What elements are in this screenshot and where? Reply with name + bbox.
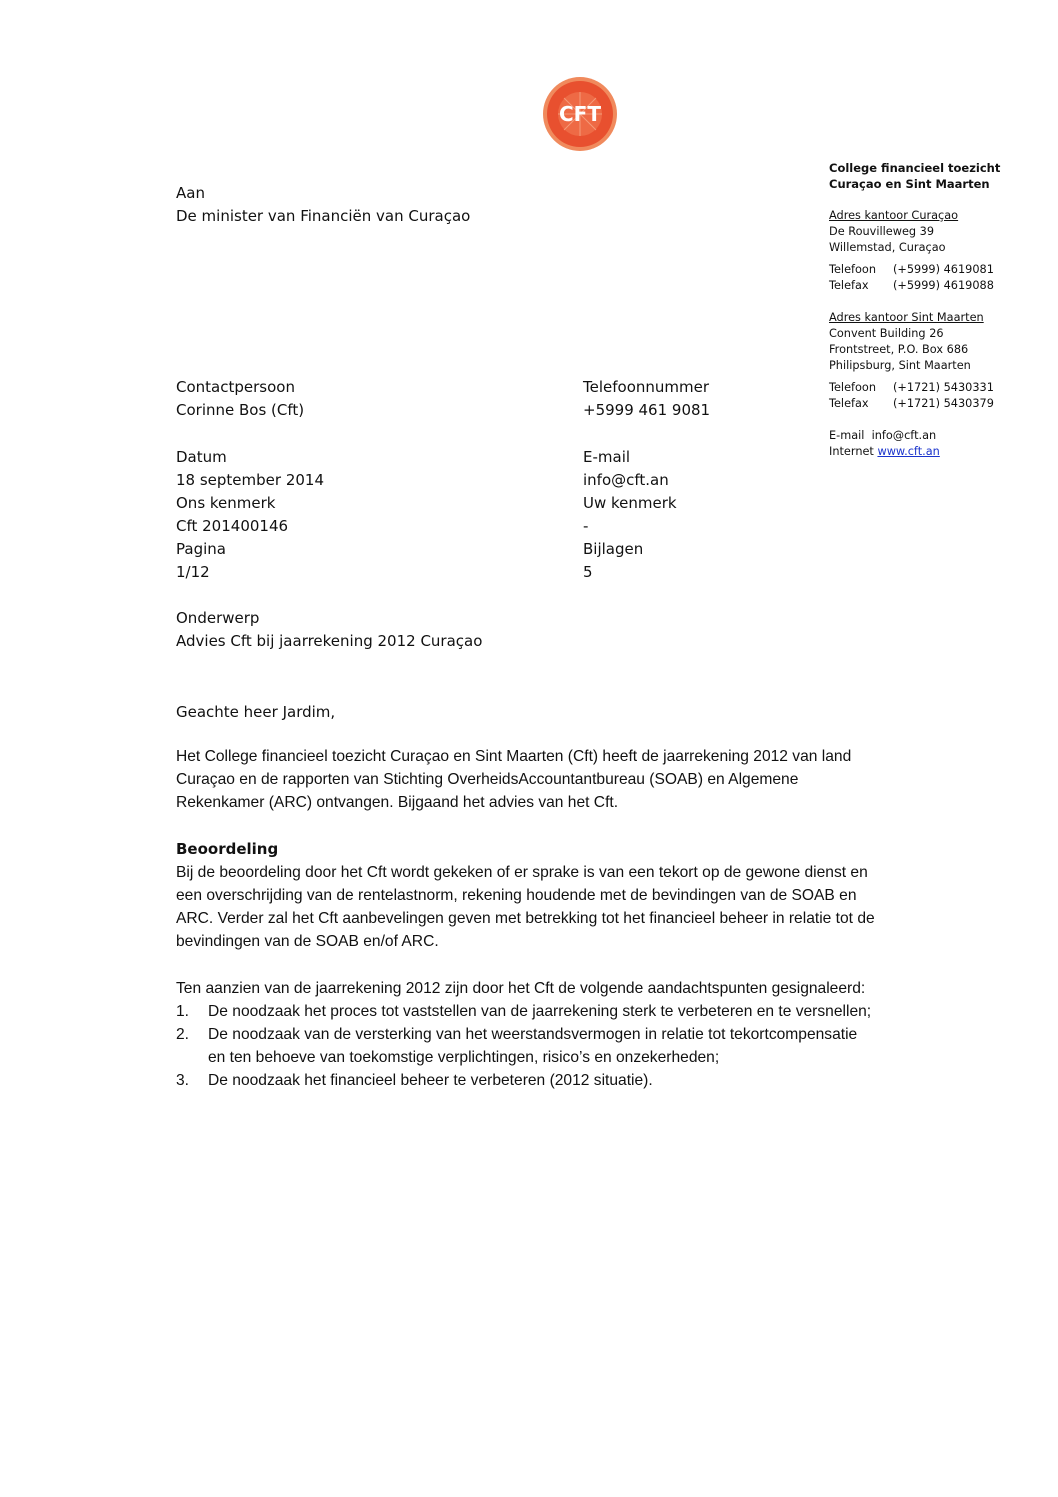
curacao-office-heading: Adres kantoor Curaçao xyxy=(829,209,959,222)
our-ref-label: Ons kenmerk xyxy=(176,494,276,512)
internet-label: Internet xyxy=(829,445,874,458)
sintmaarten-address-3: Philipsburg, Sint Maarten xyxy=(829,359,971,372)
sintmaarten-phone-row xyxy=(829,380,1039,396)
sintmaarten-address-1: Convent Building 26 xyxy=(829,327,944,340)
email-row xyxy=(829,428,1039,444)
page-value: 1/12 xyxy=(176,563,210,581)
website-link[interactable]: www.cft.an xyxy=(877,445,940,458)
list-item-number: 1. xyxy=(176,1002,190,1020)
letter-body xyxy=(176,745,876,1093)
attention-points-list xyxy=(176,1000,876,1093)
date-value: 18 september 2014 xyxy=(176,471,325,489)
list-item xyxy=(176,1023,876,1069)
cft-logo xyxy=(541,75,619,153)
phone-label: Telefoonnummer xyxy=(583,378,710,396)
cft-emblem-icon xyxy=(541,75,619,153)
our-ref-value: Cft 201400146 xyxy=(176,517,289,535)
email-label: E-mail xyxy=(583,448,631,466)
list-item xyxy=(176,1069,876,1092)
org-name-line1: College financieel toezicht xyxy=(829,161,1001,175)
list-item-text: De noodzaak het financieel beheer te verbeteren (2012 situatie). xyxy=(208,1072,653,1090)
curacao-phone-label: Telefoon xyxy=(829,263,876,276)
curacao-fax: (+5999) 4619088 xyxy=(893,279,994,292)
subject-value: Advies Cft bij jaarrekening 2012 Curaçao xyxy=(176,632,483,650)
sintmaarten-phone: (+1721) 5430331 xyxy=(893,381,994,394)
attachments-label: Bijlagen xyxy=(583,540,644,558)
svg-text:CFT: CFT xyxy=(559,102,601,126)
intro-paragraph: Het College financieel toezicht Curaçao en Sint Maarten (Cft) heeft de jaarrekening 2012 van land Curaçao en de rapporten van Stichting OverheidsAccountantbureau (SOAB) en Algemene Rekenkamer (ARC) ontvangen. Bijgaand het advies van het Cft. xyxy=(176,748,852,812)
org-name-line2: Curaçao en Sint Maarten xyxy=(829,177,990,191)
your-ref-label: Uw kenmerk xyxy=(583,494,677,512)
sintmaarten-fax-row xyxy=(829,396,1039,412)
attachments-value: 5 xyxy=(583,563,593,581)
curacao-address-1: De Rouvilleweg 39 xyxy=(829,225,935,238)
recipient-label: Aan xyxy=(176,184,205,202)
curacao-address-2: Willemstad, Curaçao xyxy=(829,241,946,254)
list-item-number: 3. xyxy=(176,1072,190,1090)
curacao-phone: (+5999) 4619081 xyxy=(893,263,994,276)
email-label: E-mail xyxy=(829,429,865,442)
sintmaarten-phone-label: Telefoon xyxy=(829,381,876,394)
list-item-text: De noodzaak het proces tot vaststellen van de jaarrekening sterk te verbeteren en te versnellen; xyxy=(208,1002,872,1020)
internet-row xyxy=(829,444,1039,460)
salutation: Geachte heer Jardim, xyxy=(176,703,336,721)
email-value: info@cft.an xyxy=(871,429,937,442)
list-intro: Ten aanzien van de jaarrekening 2012 zijn door het Cft de volgende aandachtspunten gesignaleerd: xyxy=(176,979,866,997)
date-label: Datum xyxy=(176,448,227,466)
email-value: info@cft.an xyxy=(583,471,669,489)
sintmaarten-address-2: Frontstreet, P.O. Box 686 xyxy=(829,343,969,356)
your-ref-value: - xyxy=(583,517,589,535)
contact-label: Contactpersoon xyxy=(176,378,295,396)
curacao-fax-row xyxy=(829,278,1039,294)
contact-value: Corinne Bos (Cft) xyxy=(176,401,305,419)
curacao-fax-label: Telefax xyxy=(829,279,869,292)
sintmaarten-fax: (+1721) 5430379 xyxy=(893,397,994,410)
list-item xyxy=(176,1000,876,1023)
meta-right xyxy=(583,376,710,584)
page-label: Pagina xyxy=(176,540,226,558)
section-heading: Beoordeling xyxy=(176,839,279,858)
list-item-text: De noodzaak van de versterking van het weerstandsvermogen in relatie tot tekortcompensatie en ten behoeve van toekomstige verplichtingen, risico’s en onzekerheden; xyxy=(208,1026,858,1067)
recipient-value: De minister van Financiën van Curaçao xyxy=(176,207,471,225)
meta-left xyxy=(176,376,482,653)
list-item-number: 2. xyxy=(176,1026,190,1044)
sintmaarten-office-heading: Adres kantoor Sint Maarten xyxy=(829,311,984,324)
sender-block xyxy=(829,160,1039,460)
section-paragraph: Bij de beoordeling door het Cft wordt gekeken of er sprake is van een tekort op de gewone dienst en een overschrijding van de rentelastnorm, rekening houdende met de bevindingen van de SOAB en ARC. Verder zal het Cft aanbevelingen geven met betrekking tot het financieel beheer in relatie tot de bevindingen van de SOAB en/of ARC. xyxy=(176,863,875,951)
curacao-phone-row xyxy=(829,262,1039,278)
phone-value: +5999 461 9081 xyxy=(583,401,711,419)
recipient-block xyxy=(176,182,470,228)
sintmaarten-fax-label: Telefax xyxy=(829,397,869,410)
subject-label: Onderwerp xyxy=(176,609,260,627)
